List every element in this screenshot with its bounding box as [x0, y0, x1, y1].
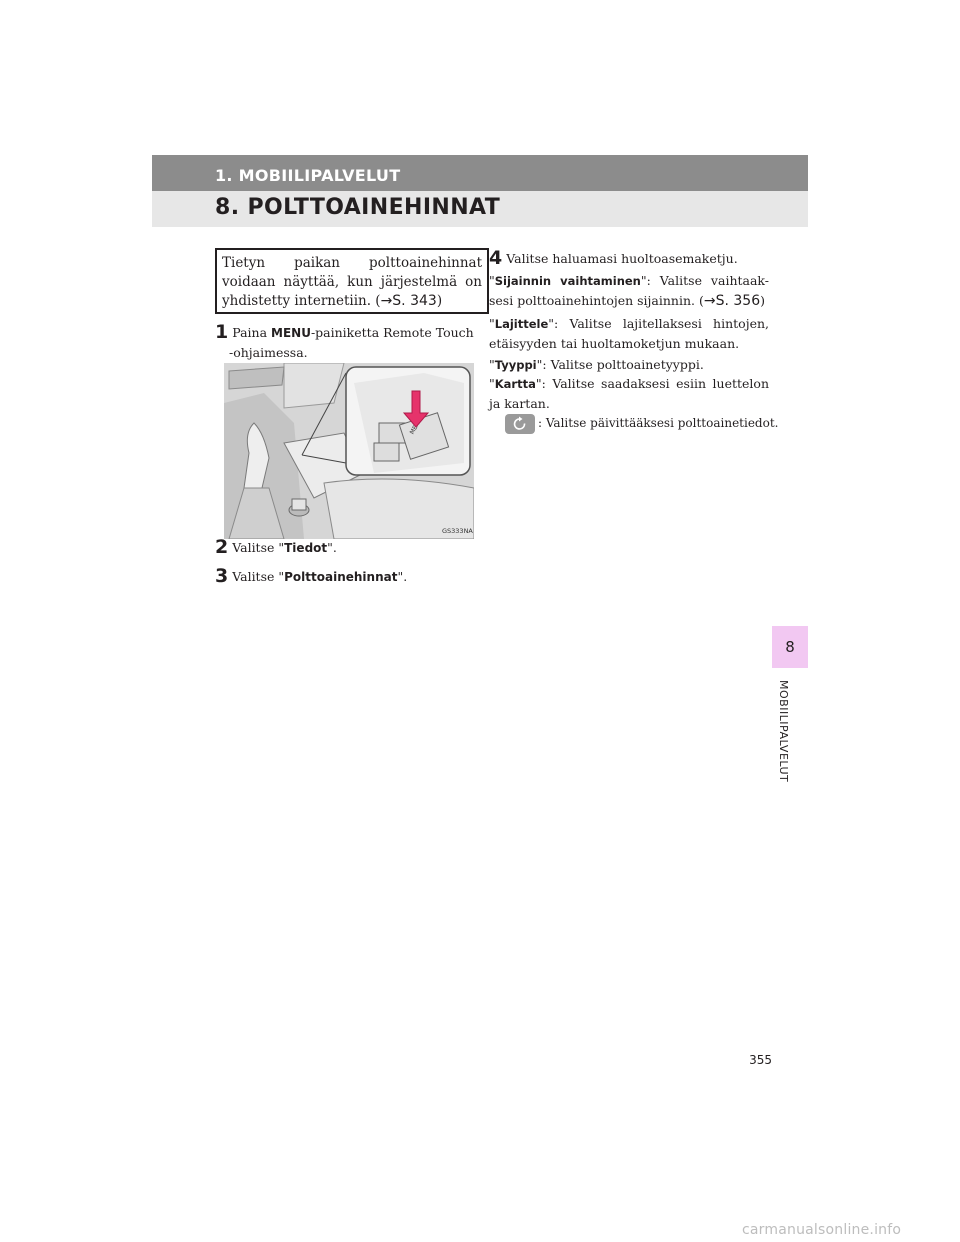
step-3: 3 Valitse "Polttoainehinnat". [215, 565, 408, 587]
intro-reference-link[interactable]: →S. 343 [380, 293, 437, 309]
chapter-tab[interactable] [772, 626, 808, 668]
intro-text: Tietyn paikan polttoainehinnat voidaan näyttää, kun järjestelmä on yhdistetty internetiin. ( [222, 255, 482, 309]
refresh-icon[interactable] [505, 414, 535, 434]
chapter-title: MOBIILIPALVELUT [777, 680, 790, 783]
page-number: 355 [749, 1053, 772, 1067]
remote-touch-illustration [224, 363, 474, 539]
option-kartta: "Kartta": Valitse saadaksesi esiin luettelon ja kartan. [489, 376, 769, 411]
step-2: 2 Valitse "Tiedot". [215, 536, 337, 558]
polttoainehinnat-label: Polttoainehinnat [284, 570, 398, 584]
step-1: 1 Paina MENU-painiketta Remote Touch -ohjaimessa. [215, 321, 474, 360]
watermark: carmanualsonline.info [742, 1222, 902, 1238]
option-sijainnin-vaihtaminen: "Sijainnin vaihtaminen": Valitse vaihtaak-sesi polttoainehintojen sijainnin. (→S. 356) [489, 273, 770, 309]
page-title: 8. POLTTOAINEHINNAT [215, 195, 501, 220]
section-header-bar [152, 155, 808, 191]
refresh-option [505, 413, 779, 434]
chapter-number: 8 [785, 638, 795, 656]
figure-code: GS333NA [442, 527, 473, 535]
intro-box: Tietyn paikan polttoainehinnat voidaan näyttää, kun järjestelmä on yhdistetty internetiin. (→S. 343) [215, 248, 489, 314]
console-drawing [224, 363, 474, 539]
title-bar [152, 191, 808, 227]
tiedot-label: Tiedot [284, 541, 328, 555]
reference-link[interactable]: →S. 356 [703, 293, 761, 309]
option-lajittele: "Lajittele": Valitse lajitellaksesi hintojen, etäisyyden tai huoltamoketjun mukaan. [489, 316, 769, 351]
menu-button-label: MENU [271, 326, 311, 340]
section-label: 1. MOBIILIPALVELUT [215, 166, 401, 185]
step-4: 4 Valitse haluamasi huoltoasemaketju. [489, 247, 738, 269]
refresh-text: : Valitse päivittääksesi polttoainetiedot. [538, 416, 779, 430]
option-tyyppi: "Tyyppi": Valitse polttoainetyyppi. [489, 357, 704, 372]
step-number: 1 [215, 321, 229, 343]
